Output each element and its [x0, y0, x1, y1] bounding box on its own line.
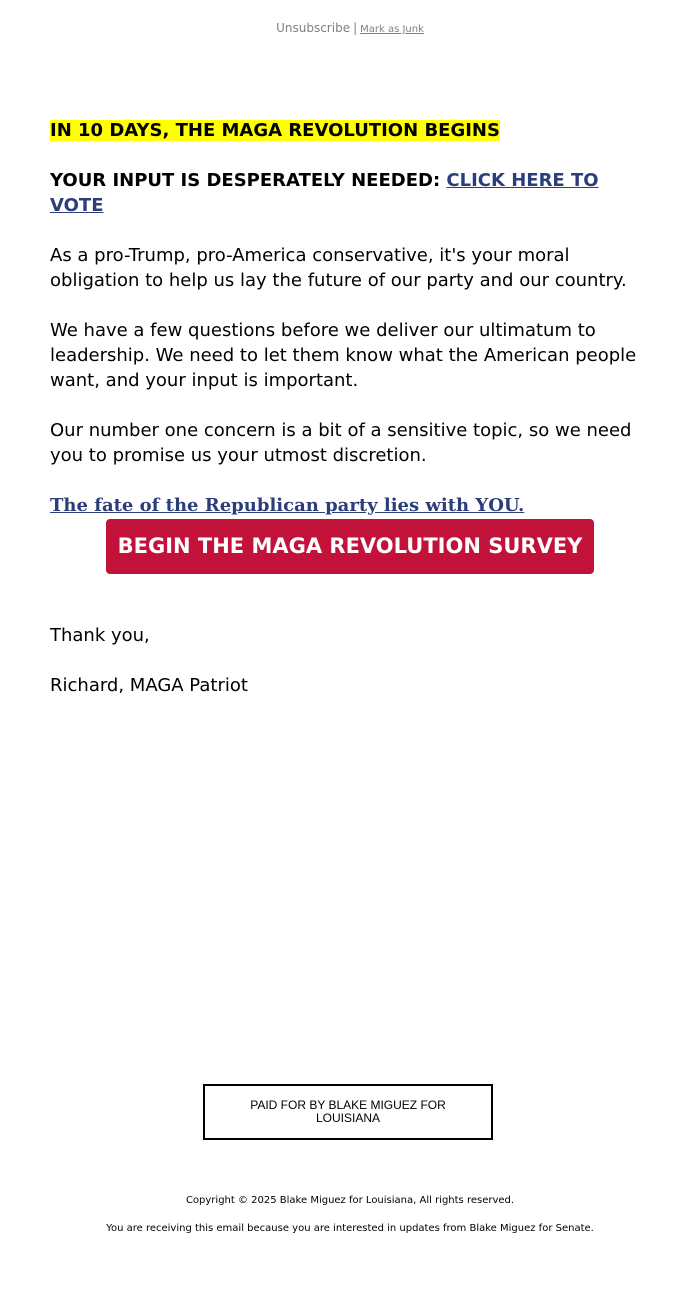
headline: IN 10 DAYS, THE MAGA REVOLUTION BEGINS [50, 120, 500, 141]
begin-survey-button[interactable]: BEGIN THE MAGA REVOLUTION SURVEY [106, 519, 594, 574]
thanks-text: Thank you, [50, 625, 150, 646]
paid-for-disclaimer [203, 1084, 493, 1140]
cta-container [106, 519, 594, 574]
body-paragraph-1: As a pro-Trump, pro-America conservative, it's your moral obligation to help us lay the future of our party and our country. [50, 245, 627, 291]
email-header-links [0, 20, 700, 38]
input-needed-paragraph [50, 168, 650, 218]
fate-paragraph [50, 493, 650, 518]
signature-text: Richard, MAGA Patriot [50, 675, 248, 696]
receiving-notice: You are receiving this email because you are interested in updates from Blake Miguez for Senate. [106, 1223, 594, 1234]
fate-link[interactable]: The fate of the Republican party lies with YOU. [50, 495, 525, 516]
copyright-text: Copyright © 2025 Blake Miguez for Louisiana, All rights reserved. [185, 1195, 515, 1206]
signoff [50, 623, 650, 723]
paid-for-text: PAID FOR BY BLAKE MIGUEZ FOR LOUISIANA [250, 1098, 446, 1125]
vote-link[interactable]: CLICK HERE TO VOTE [50, 170, 599, 216]
headline-paragraph [50, 118, 650, 143]
body-paragraph-3: Our number one concern is a bit of a sensitive topic, so we need you to promise us your utmost discretion. [50, 420, 632, 466]
email-body [50, 118, 650, 543]
header-separator: | [353, 21, 358, 35]
mark-as-junk-link[interactable]: Mark as Junk [360, 24, 424, 35]
body-paragraph-2: We have a few questions before we deliver our ultimatum to leadership. We need to let them know what the American people want, and your input is important. [50, 320, 637, 391]
input-needed-text: YOUR INPUT IS DESPERATELY NEEDED: [50, 170, 447, 191]
unsubscribe-link[interactable]: Unsubscribe [276, 21, 351, 35]
